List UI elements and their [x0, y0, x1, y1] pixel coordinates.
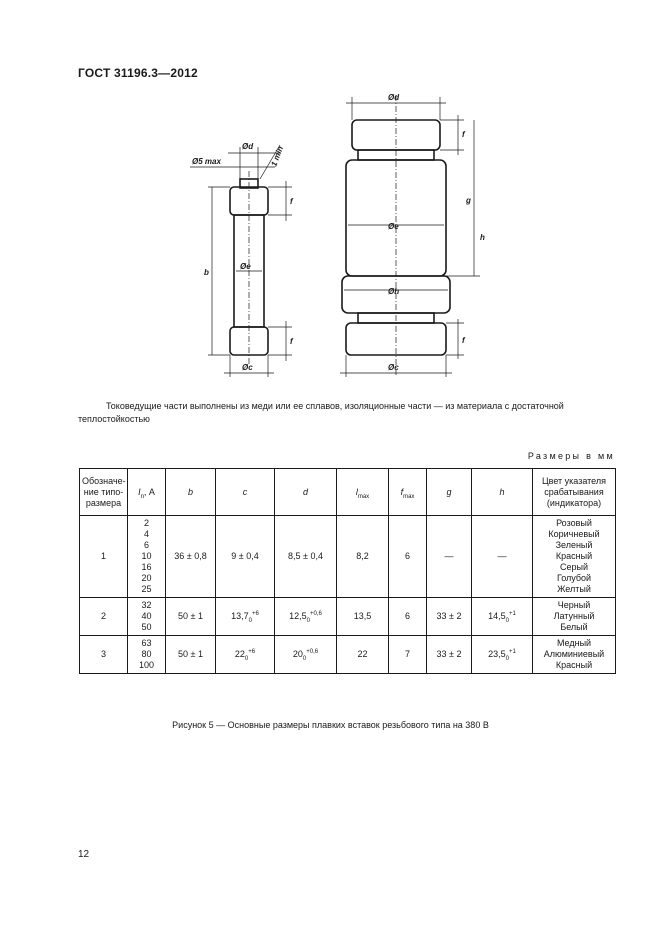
header-current: $I_n$, А: [128, 469, 166, 516]
cell-d: $20_0^{+0,6}$: [275, 636, 337, 674]
cell-f: 6: [389, 598, 427, 636]
header-indicator-color: Цвет указателя срабатывания (индикатора): [533, 469, 616, 516]
right-f-top-label: f: [462, 130, 465, 139]
cell-g: 33 ± 2: [427, 598, 472, 636]
cell-h: —: [472, 516, 533, 598]
cell-currents: 32 40 50: [128, 598, 166, 636]
left-d-label: Ød: [242, 142, 254, 151]
table-row: [80, 516, 616, 598]
header-c: c: [216, 469, 275, 516]
right-fuse-top-cap: [352, 120, 440, 150]
table-header-row: [80, 469, 616, 516]
cell-b: 50 ± 1: [166, 598, 216, 636]
fuse-drawing: [180, 85, 485, 385]
left-d5-label: Ø5 max: [192, 157, 221, 166]
figure-caption: Рисунок 5 — Основные размеры плавких вставок резьбового типа на 380 В: [172, 720, 489, 730]
right-e-label: Øe: [388, 222, 399, 231]
header-g: g: [427, 469, 472, 516]
left-1min-label: 1 min: [269, 144, 286, 168]
units-label: Размеры в мм: [527, 451, 615, 461]
cell-currents: 63 80 100: [128, 636, 166, 674]
cell-type: 1: [80, 516, 128, 598]
document-header: ГОСТ 31196.3—2012: [78, 66, 198, 80]
header-type: Обозначе- ние типо- размера: [80, 469, 128, 516]
cell-colors: Черный Латунный Белый: [533, 598, 616, 636]
dimensions-table: [79, 468, 616, 674]
cell-b: 50 ± 1: [166, 636, 216, 674]
fuse-drawing-svg: [180, 85, 485, 385]
header-f: $f_{max}$: [389, 469, 427, 516]
page-number: 12: [78, 849, 90, 860]
cell-g: —: [427, 516, 472, 598]
cell-colors: Медный Алюминиевый Красный: [533, 636, 616, 674]
cell-l: 13,5: [337, 598, 389, 636]
cell-currents: 2 4 6 10 16 20 25: [128, 516, 166, 598]
table-row: [80, 598, 616, 636]
left-f-bottom-label: f: [290, 337, 293, 346]
cell-colors: Розовый Коричневый Зеленый Красный Серый Голубой Желтый: [533, 516, 616, 598]
cell-h: $14,5_0^{+1}$: [472, 598, 533, 636]
cell-type: 3: [80, 636, 128, 674]
cell-f: 7: [389, 636, 427, 674]
header-d: d: [275, 469, 337, 516]
left-b-label: b: [204, 268, 209, 277]
left-f-top-label: f: [290, 197, 293, 206]
cell-c: $22_0^{+6}$: [216, 636, 275, 674]
header-l: $l_{max}$: [337, 469, 389, 516]
materials-note: Токоведущие части выполнены из меди или ее сплавов, изоляционные части — из материала с достаточной теплостойкостью: [78, 401, 564, 424]
table-row: [80, 636, 616, 674]
right-h-label: h: [480, 233, 485, 242]
left-e-label: Øe: [240, 262, 251, 271]
cell-d: 8,5 ± 0,4: [275, 516, 337, 598]
header-h: h: [472, 469, 533, 516]
cell-b: 36 ± 0,8: [166, 516, 216, 598]
right-g-label: g: [466, 196, 471, 205]
cell-c: $13,7_0^{+6}$: [216, 598, 275, 636]
cell-c: 9 ± 0,4: [216, 516, 275, 598]
header-b: b: [166, 469, 216, 516]
right-c-label: Øc: [388, 363, 399, 372]
cell-type: 2: [80, 598, 128, 636]
cell-g: 33 ± 2: [427, 636, 472, 674]
right-d-label: Ød: [388, 93, 400, 102]
cell-h: $23,5_0^{+1}$: [472, 636, 533, 674]
right-f-bottom-label: f: [462, 336, 465, 345]
cell-l: 22: [337, 636, 389, 674]
cell-d: $12,5_0^{+0,6}$: [275, 598, 337, 636]
left-c-label: Øc: [242, 363, 253, 372]
right-h-dia-label: Øh: [388, 287, 400, 296]
cell-l: 8,2: [337, 516, 389, 598]
cell-f: 6: [389, 516, 427, 598]
